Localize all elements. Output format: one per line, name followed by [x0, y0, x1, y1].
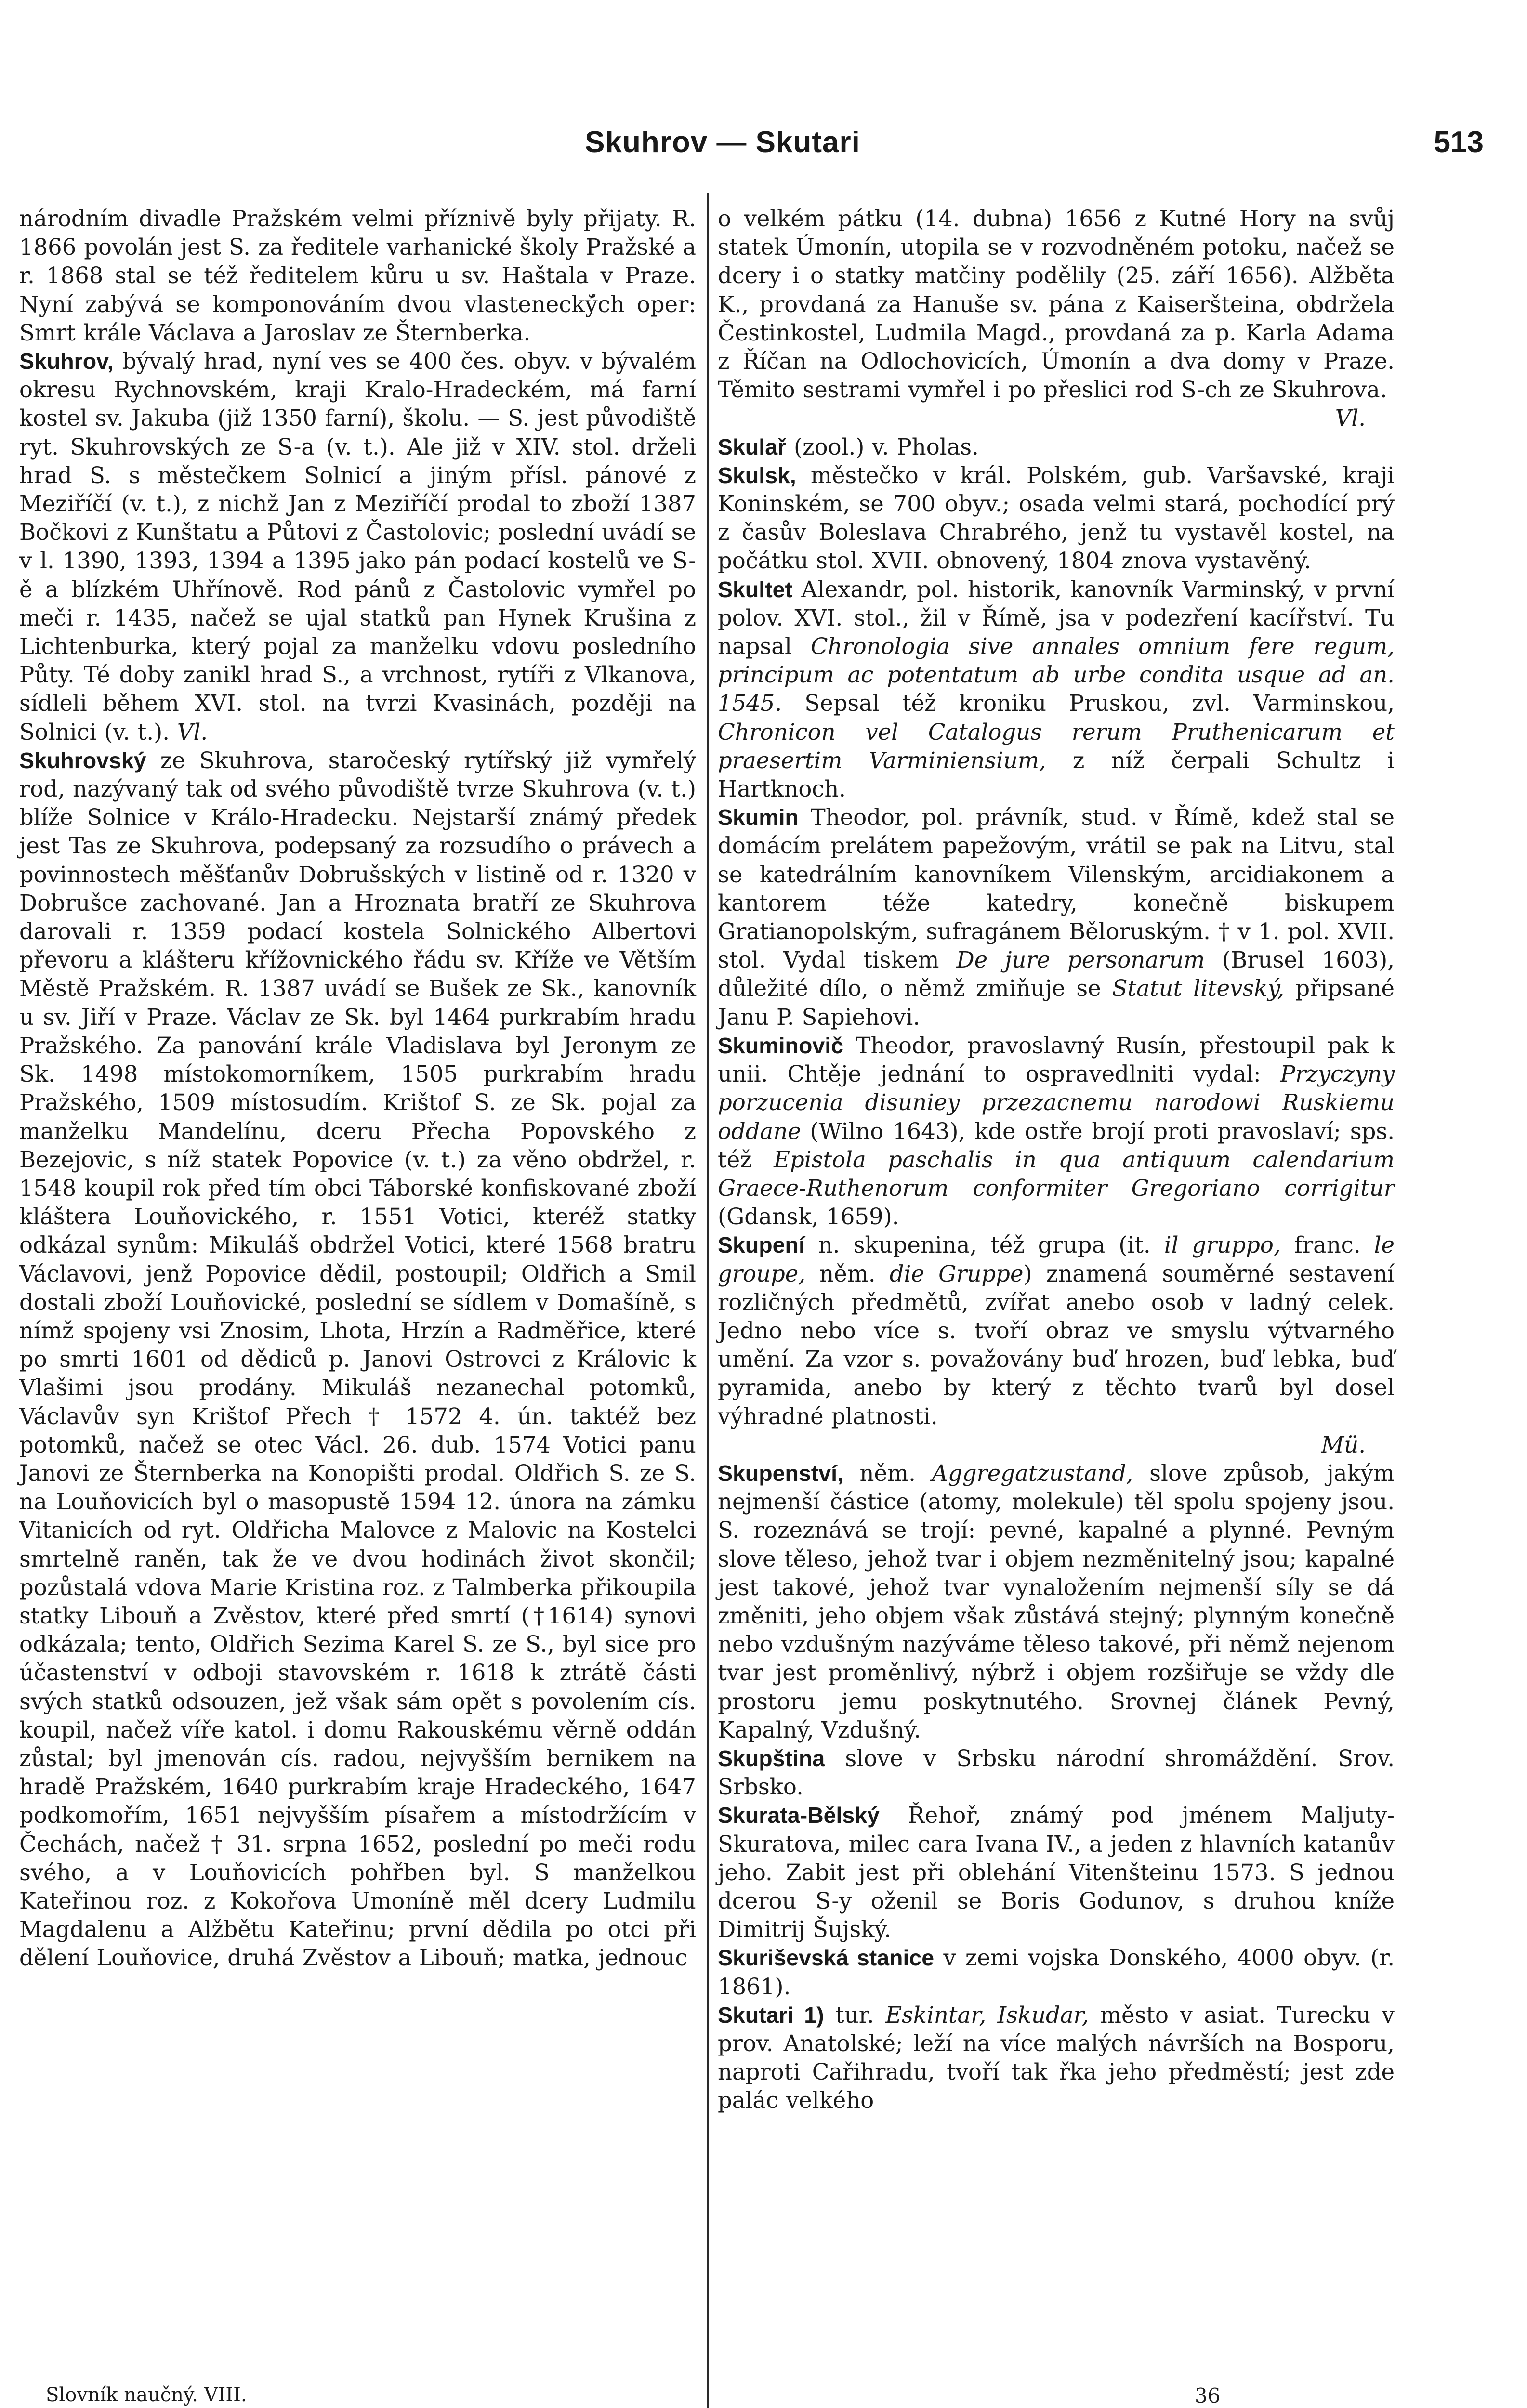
entry-skupeni — [718, 1231, 1395, 1459]
entry-headword: Skuriševská stanice — [718, 1945, 935, 1971]
entry-skurisevska-stanice — [718, 1944, 1395, 2001]
work-title: Przyczyny porzucenia disuniey przezacnemu narodowi Ruskiemu oddane — [718, 1061, 1395, 1144]
entry-skurata-belsky — [718, 1801, 1395, 1944]
foreign-term: le groupe, — [718, 1232, 1395, 1287]
entry-headword: Skuhrov, — [19, 349, 114, 374]
author-signature: Vl. — [1335, 405, 1366, 432]
entry-skulsk — [718, 461, 1395, 576]
running-title: Skuhrov — Skutari — [585, 126, 860, 159]
entry-text: Sepsal též kroniku Pruskou, zvl. Varminskou, — [782, 690, 1395, 717]
entry-text: (Wilno 1643), kde ostře brojí proti pravoslaví; sps. též — [718, 1118, 1395, 1173]
page-header — [0, 120, 1527, 169]
entry-headword: Skumin — [718, 805, 799, 830]
entry-text: bývalý hrad, nyní ves se 400 čes. obyv. v bývalém okresu Rychnovském, kraji Kralo-Hradeckém, má farní kostel sv. Jakuba (již 1350 farní), školu. — S. jest původiště ryt. Skuhrovských ze S-a (v. t.). Ale již v XIV. stol. drželi hrad S. s městečkem Solnicí a jiným přísl. pánové z Meziříčí (v. t.), z nichž Jan z Meziříčí prodal to zboží 1387 Bočkovi z Kunštatu a Půtovi z Častolovic; poslední uvádí se v l. 1390, 1393, 1394 a 1395 jako pán podací kostelů ve S-ě a blízkém Uhřínově. Rod pánů z Častolovic vymřel po meči r. 1435, načež se ujal statků pan Hynek Krušina z Lichtenburka, který pojal za manželku vdovu posledního Půty. Té doby zanikl hrad S., a vrchnost, rytíři z Vlkanova, sídleli během XVI. stol. na tvrzi Kvasinách, později na Solnici (v. t.). — [19, 348, 696, 745]
work-title: Chronicon vel Catalogus rerum Pruthenicarum et praesertim Varminiensium, — [718, 719, 1395, 773]
entry-skuminovic — [718, 1032, 1395, 1231]
entry-text: o velkém pátku (14. dubna) 1656 z Kutné Hory na svůj statek Úmonín, utopila se v rozvodněném potoku, načež se dcery i o statky matčiny podělily (25. září 1656). Alžběta K., provdaná za Hanuše sv. pána z Kaiseršteina, obdržela Čestinkostel, Ludmila Magd., provdaná za p. Karla Adama z Říčan na Odlochovicích, Úmonín a dva domy v Praze. Těmito sestrami vymřel i po přeslici rod S-ch ze Skuhrova. — [718, 206, 1395, 403]
entry-skuhrov — [19, 347, 696, 746]
foreign-term: die Gruppe — [889, 1260, 1024, 1287]
entry-text: slove v Srbsku národní shromáždění. Srov. Srbsko. — [718, 1745, 1395, 1800]
entry-headword: Skupení — [718, 1232, 805, 1258]
entry-continuation — [718, 205, 1395, 433]
work-title: Chronologia sive annales omnium fere regum, principum ac potentatum ab urbe condita usque ad an. 1545. — [718, 633, 1395, 717]
entry-continuation — [19, 205, 696, 347]
entry-text: slove způsob, jakým nejmenší částice (atomy, molekule) těl spolu spojeny jsou. S. rozeznává se trojí: pevné, kapalné a plynné. Pevným slove těleso, jehož tvar i objem nezměnitelný jsou; kapalné jest takové, jehož tvar vynaložením nejmenší síly se dá změniti, jeho objem však zůstává stejný; plynným konečně nebo vzdušným nazýváme těleso takové, při němž nejenom tvar jest proměnlivý, nýbrž i objem rozšiřuje se vždy dle prostoru jemu poskytnutého. Srovnej článek Pevný, Kapalný, Vzdušný. — [718, 1460, 1395, 1743]
author-signature: Mü. — [1321, 1431, 1366, 1458]
entry-skuhrovsky — [19, 746, 696, 1973]
entry-headword: Skupenství, — [718, 1460, 843, 1486]
entry-text: v zemi vojska Donského, 4000 obyv. (r. 1861). — [718, 1945, 1395, 2000]
author-signature: Vl. — [177, 719, 208, 745]
work-title: Epistola paschalis in qua antiquum calendarium Graece-Ruthenorum conformiter Gregoriano corrigitur — [718, 1146, 1395, 1201]
page-number: 513 — [1434, 126, 1484, 159]
entry-text: z níž čerpali Schultz i Hartknoch. — [718, 747, 1395, 802]
entry-text: Theodor, pol. právník, stud. v Římě, kdež stal se domácím prelátem papežovým, vrátil se pak na Litvu, stal se katedrálním kanovníkem Vilenským, arcidiakonem a kantorem téže katedry, konečně biskupem Gratianopolským, sufragánem Běloruským. † v 1. pol. XVII. stol. Vydal tiskem — [718, 804, 1395, 973]
entry-skultet — [718, 576, 1395, 804]
work-title: De jure personarum — [956, 947, 1205, 973]
entry-text: n. skupenina, též grupa (it. — [804, 1232, 1164, 1258]
entry-skutari — [718, 2001, 1395, 2115]
entry-skular — [718, 433, 1395, 461]
right-column — [718, 205, 1395, 2115]
entry-text: připsané Janu P. Sapiehovi. — [718, 975, 1395, 1030]
work-title: Statut litevský, — [1112, 975, 1285, 1002]
entry-text: (Brusel 1603), důležité dílo, o němž zmiňuje se — [718, 947, 1395, 1002]
foreign-term: il gruppo, — [1164, 1232, 1281, 1258]
left-column — [19, 205, 696, 1973]
entry-text: městečko v král. Polském, gub. Varšavské, kraji Koninském, se 700 obyv.; osada velmi stará, pochodící prý z časův Boleslava Chrabrého, jenž tu vystavěl kostel, na počátku stol. XVII. obnovený, 1804 znova vystavěný. — [718, 462, 1395, 574]
entry-headword: Skulař — [718, 434, 787, 459]
entry-skupenstvi — [718, 1459, 1395, 1744]
entry-headword: Skuhrovský — [19, 747, 146, 773]
entry-text: národním divadle Pražském velmi příznivě byly přijaty. R. 1866 povolán jest S. za ředitele varhanické školy Pražské a r. 1868 stal se též ředitelem kůru u sv. Haštala v Praze. Nyní zabývá se komponováním dvou vlastenecký̆ch oper: Smrt krále Václava a Jaroslav ze Šternberka. — [19, 206, 696, 346]
entry-text: (zool.) v. Pholas. — [786, 433, 979, 460]
entry-headword: Skurata-Bělský — [718, 1803, 880, 1828]
entry-headword: Skulsk, — [718, 462, 796, 488]
entry-text: tur. — [824, 2002, 886, 2028]
entry-skupstina — [718, 1744, 1395, 1801]
entry-text: franc. — [1280, 1232, 1374, 1258]
foreign-term: Aggregatzustand, — [932, 1460, 1133, 1486]
entry-headword: Skultet — [718, 576, 793, 602]
column-divider — [707, 193, 709, 2408]
entry-text: Alexandr, pol. historik, kanovník Varminský, v první polov. XVI. stol., žil v Římě, jsa v podezření kacířství. Tu napsal — [718, 576, 1395, 660]
footer-signature: Slovník naučný. VIII. — [46, 2384, 247, 2406]
footer-sheet-number: 36 — [1195, 2384, 1221, 2408]
entry-text: město v asiat. Turecku v prov. Anatolské; leží na více malých návrších na Bosporu, naproti Cařihradu, tvoří tak řka jeho předměstí; jest zde palác velkého — [718, 2002, 1395, 2114]
entry-text: Řehoř, známý pod jménem Maljuty-Skuratova, milec cara Ivana IV., a jeden z hlavních katanův jeho. Zabit jest při oblehání Vitenšteinu 1573. S jednou dcerou S-y oženil se Boris Godunov, s druhou kníže Dimitrij Šujský. — [718, 1802, 1395, 1943]
foreign-term: Eskintar, Iskudar, — [885, 2002, 1089, 2028]
entry-headword: Skuminovič — [718, 1033, 843, 1058]
entry-text: ) znamená souměrné sestavení rozličných předmětů, zvířat anebo osob v ladný celek. Jedno nebo více s. tvoří obraz ve smyslu výtvarného umění. Za vzor s. považovány buď hrozen, buď lebka, buď pyramida, anebo by který z těchto tvarů byl dosel výhradné platnosti. — [718, 1260, 1395, 1429]
entry-text: něm. — [805, 1260, 890, 1287]
entry-text: (Gdansk, 1659). — [718, 1204, 899, 1230]
entry-text: Theodor, pravoslavný Rusín, přestoupil pak k unii. Chtěje jednání to ospravedlniti vydal: — [718, 1032, 1395, 1087]
entry-text: ze Skuhrova, staročeský rytířský již vymřelý rod, nazývaný tak od svého původiště tvrze Skuhrova (v. t.) blíže Solnice v Králo-Hradecku. Nejstarší známý předek jest Tas ze Skuhrova, podepsaný za rozsudího o právech a povinnostech měšťanův Dobrušských v listině od r. 1320 v Dobrušce zachované. Jan a Hroznata bratří ze Skuhrova darovali r. 1359 podací kostela Solnického Albertovi převoru a klášteru křížovnického řádu sv. Kříže ve Větším Městě Pražském. R. 1387 uvádí se Bušek ze Sk., kanovník u sv. Jiří v Praze. Václav ze Sk. byl 1464 purkrabím hradu Pražského. Za panování krále Vladislava byl Jeronym ze Sk. 1498 místokomorníkem, 1505 purkrabím hradu Pražského, 1509 místosudím. Krištof S. ze Sk. pojal za manželku Mandelínu, dceru Přecha Popovského z Bezejovic, s níž statek Popovice (v. t.) za věno obdržel, r. 1548 koupil rok před tím obci Táborské konfiskované zboží kláštera Louňovického, r. 1551 Votici, kteréž statky odkázal synům: Mikuláš obdržel Votici, které 1568 bratru Václavovi, jenž Popovice dědil, postoupil; Oldřich a Smil dostali zboží Louňovické, poslední se sídlem v Domašíně, s nímž spojeny vsi Znosim, Lhota, Hrzín a Radměřice, které po smrti 1601 od dědiců p. Janovi Ostrovci z Královic k Vlašimi jsou prodány. Mikuláš nezanechal potomků, Václavův syn Krištof Přech † 1572 4. ún. taktéž bez potomků, načež se otec Václ. 26. dub. 1574 Votici panu Janovi ze Šternberka na Konopišti prodal. Oldřich S. ze S. na Louňovicích byl o masopustě 1594 12. února na zámku Vitanicích od ryt. Oldřicha Malovce z Malovic na Kostelci smrtelně raněn, tak že ve dvou hodinách život skončil; pozůstalá vdova Marie Kristina roz. z Talmberka přikoupila statky Libouň a Zvěstov, které před smrtí (†1614) synovi odkázala; tento, Oldřich Sezima Karel S. ze S., byl sice pro účastenství v odboji stavovském r. 1618 k ztrátě části svých statků odsouzen, jež však sám opět s povolením cís. koupil, načež víře katol. i domu Rakouskému věrně oddán zůstal; byl jmenován cís. radou, nejvyšším bernikem na hradě Pražském, 1640 purkrabím kraje Hradeckého, 1647 podkomořím, 1651 nejvyšším písařem a místodržícím v Čechách, načež † 31. srpna 1652, poslední po meči rodu svého, a v Louňovicích pohřben byl. S manželkou Kateřinou roz. z Kokořova Umoníně měl dcery Ludmilu Magdalenu a Alžbětu Kateřinu; první dědila po otci při dělení Louňovice, druhá Zvěstov a Libouň; matka, jednouc — [19, 747, 696, 1971]
entry-headword: Skupština — [718, 1745, 825, 1771]
entry-headword: Skutari 1) — [718, 2002, 824, 2028]
entry-skumin — [718, 803, 1395, 1032]
entry-text: něm. — [843, 1460, 932, 1486]
